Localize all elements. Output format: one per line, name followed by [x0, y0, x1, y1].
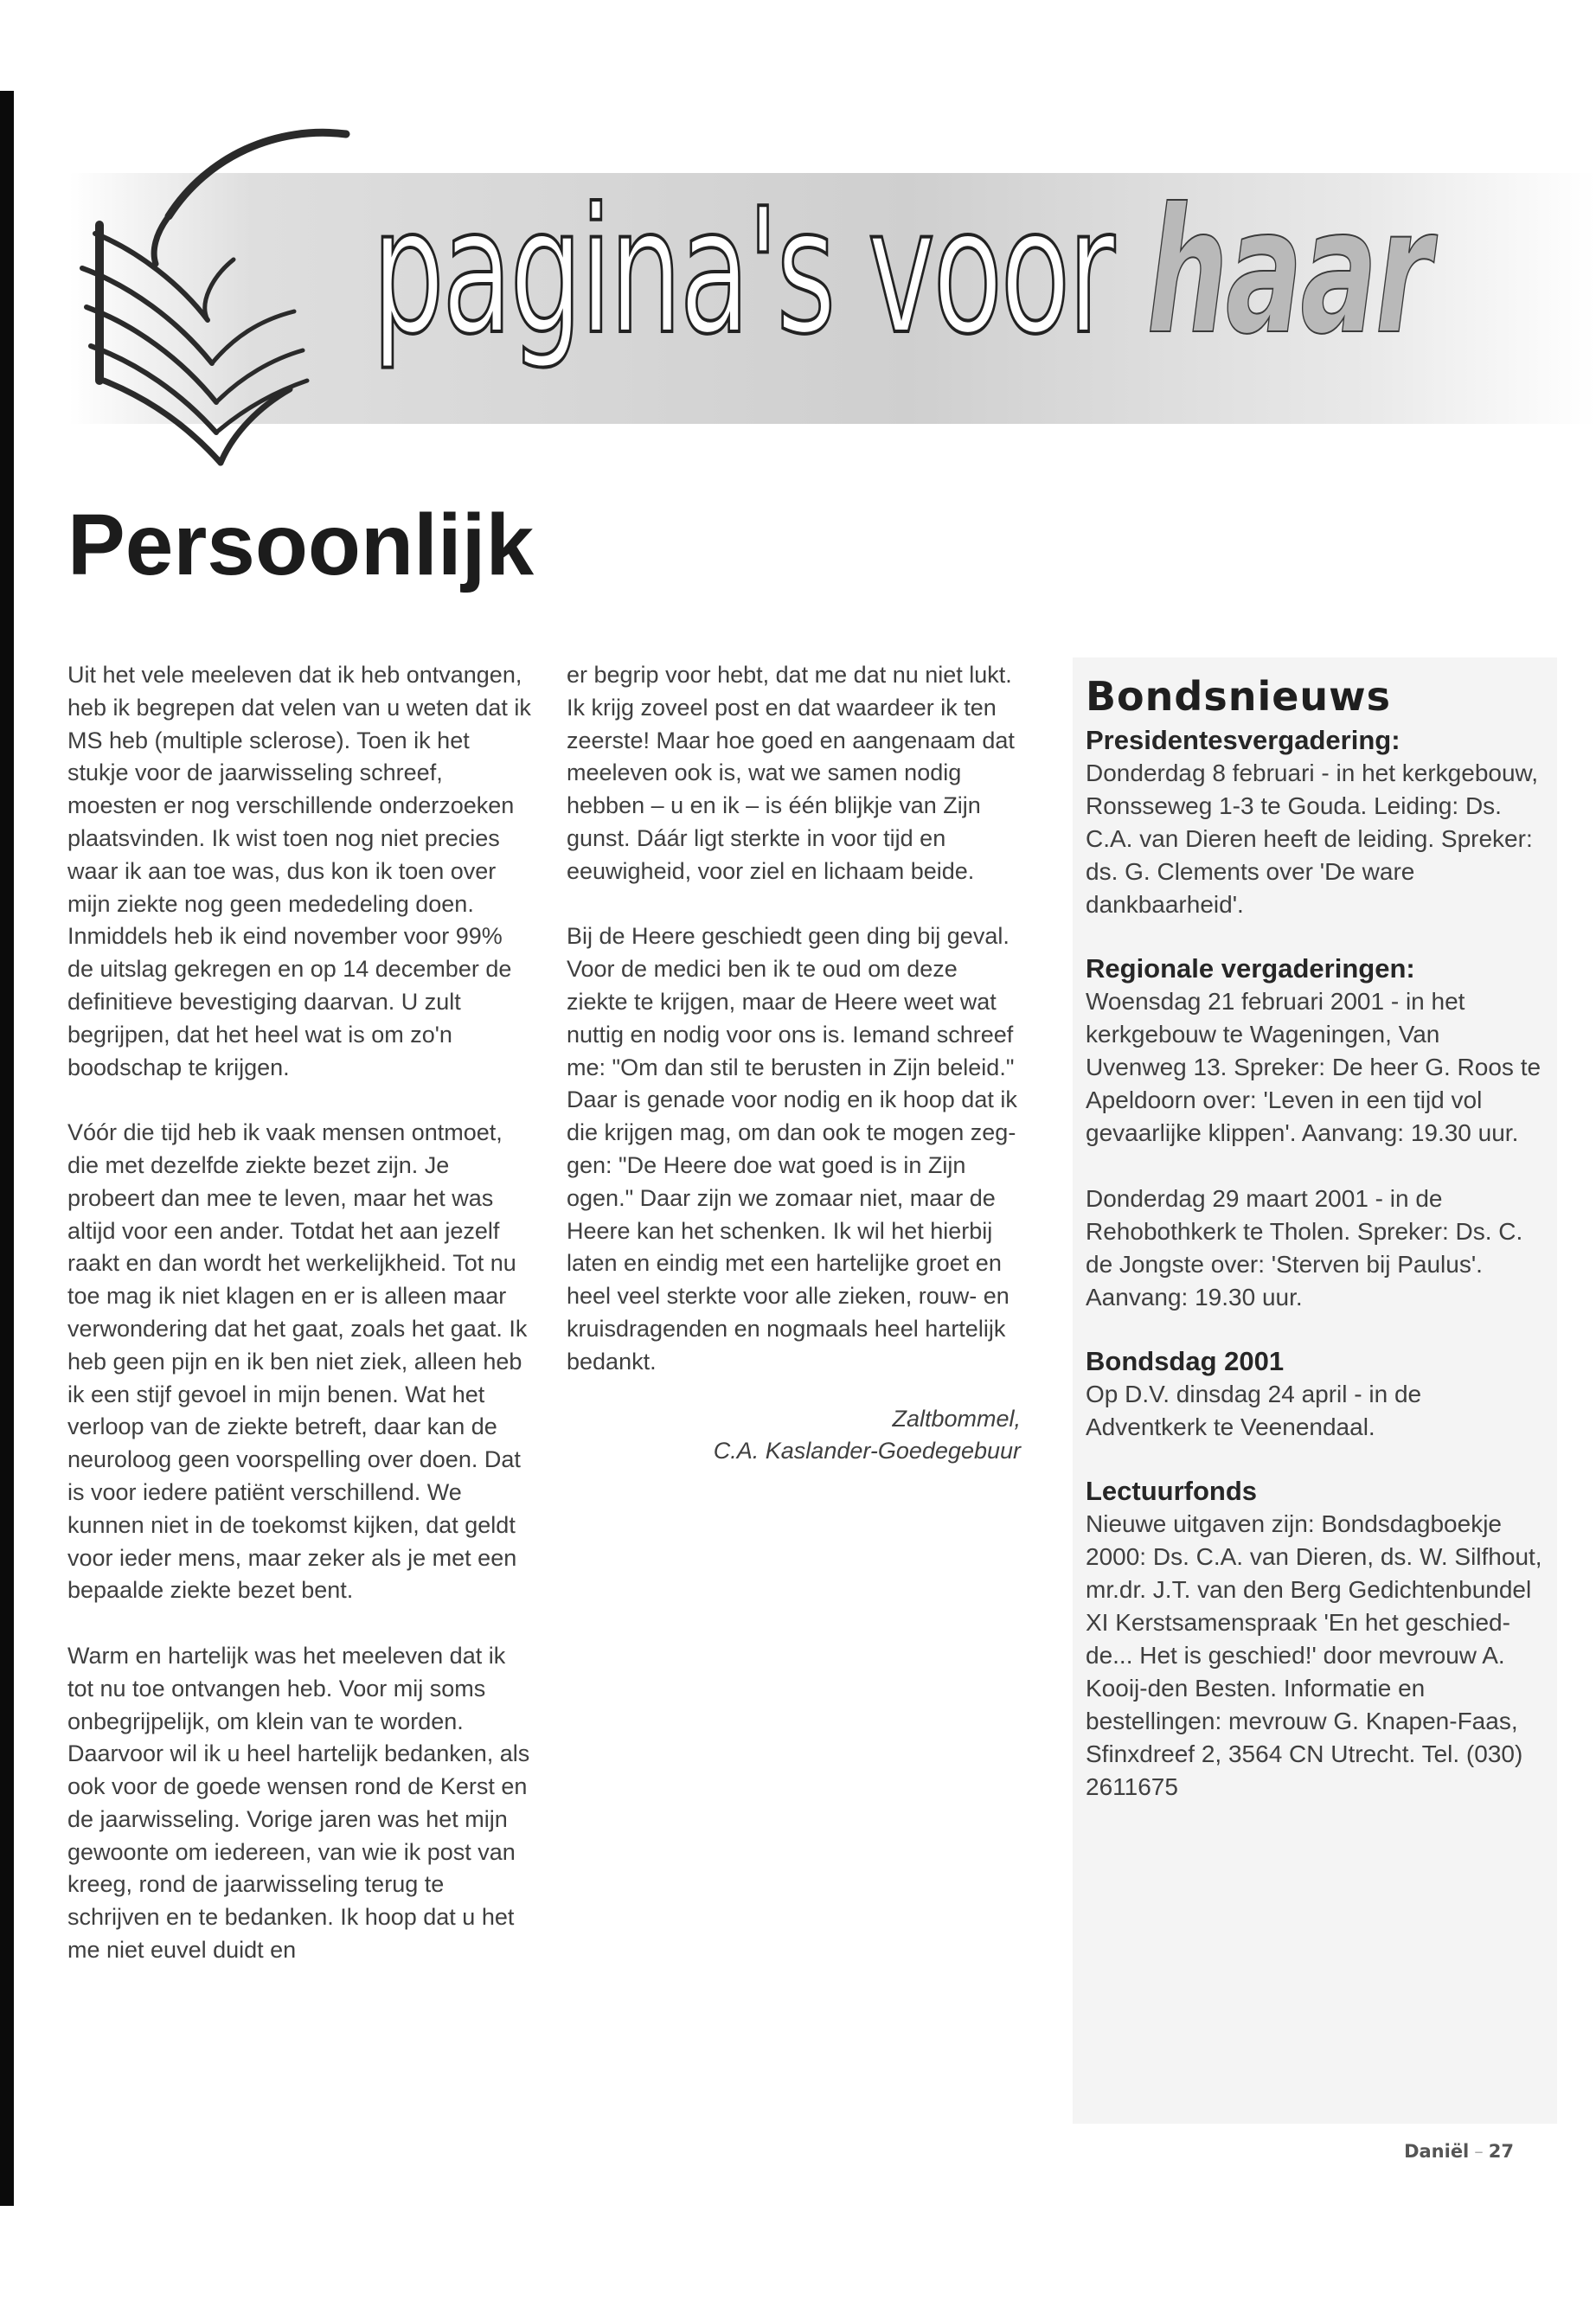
- header-title-bold: haar: [1146, 171, 1430, 373]
- sidebar-section-body: Donderdag 8 februari - in het kerkgebouw, Ronsseweg 1-3 te Gouda. Leiding: Ds. C.A. van Dieren heeft de leiding. Spreker: ds. G. Clements over 'De ware dankbaarheid'.: [1086, 760, 1538, 919]
- footer-page-number: 27: [1488, 2141, 1514, 2162]
- footer-publication: Daniël: [1404, 2141, 1470, 2162]
- signature-name: C.A. Kaslander-Goedegebuur: [713, 1438, 1021, 1465]
- article-signature: [567, 1403, 1021, 1469]
- sidebar-section-heading: Regionale vergaderingen:: [1086, 953, 1415, 984]
- signature-place: Zaltbommel,: [892, 1405, 1021, 1432]
- article-paragraph: Bij de Heere geschiedt geen ding bij geval. Voor de medici ben ik te oud om deze ziekte te krijgen, maar de Heere weet wat nuttig en nodig voor ons is. Iemand schreef me: "Om dan stil te berusten in Zijn beleid." Daar is genade voor nodig en ik hoop dat ik die krijgen mag, om dan ook te mogen zeggen: "De Heere doe wat goed is in Zijn ogen." Daar zijn we zomaar niet, maar de Heere kan het schenken. Ik wil het hierbij laten en eindig met een hartelijke groet en heel veel sterkte voor alle zieken, rouw- en kruisdragenden en nogmaals heel hartelijk bedankt.: [567, 923, 1017, 1375]
- sidebar-section-heading: Presidentesvergadering:: [1086, 725, 1401, 756]
- sidebar-title: Bondsnieuws: [1086, 673, 1392, 720]
- header-title: [372, 171, 1430, 373]
- article-column-2: [567, 659, 1021, 1468]
- sidebar-section-body: Op D.V. dinsdag 24 april - in de Adventkerk te Veenendaal.: [1086, 1381, 1422, 1441]
- sidebar-section-body: Nieuwe uitgaven zijn: Bondsdagboekje 2000: Ds. C.A. van Dieren, ds. W. Silfhout, mr.dr. J.T. van den Berg Gedichtenbundel XI Kerstsamenspraak 'En het geschiedde... Het is geschied!' door mevrouw A. Kooij-den Besten. Informatie en bestellingen: mevrouw G. Knapen-Faas, Sfinxdreef 2, 3564 CN Utrecht. Tel. (030) 2611675: [1086, 1510, 1542, 1801]
- header-title-main: pagina's voor: [372, 171, 1113, 373]
- article-paragraph: er begrip voor hebt, dat me dat nu niet lukt. Ik krijg zoveel post en dat waardeer ik ten zeerste! Maar hoe goed en aangenaam dat meeleven ook is, wat we samen nodig hebben – u en ik – is één blijkje van Zijn gunst. Dáár ligt sterkte in voor tijd en eeuwigheid, voor ziel en lichaam beide.: [567, 662, 1015, 884]
- page-footer: [1404, 2141, 1514, 2162]
- sidebar-section-lectuurfonds: [1086, 1475, 1544, 1804]
- sidebar-section-body: Woensdag 21 februari 2001 - in het kerkgebouw te Wageningen, Van Uvenweg 13. Spreker: De heer G. Roos te Apeldoorn over: 'Leven in een tijd vol gevaarlijke klippen'. Aanvang: 19.30 uur.: [1086, 988, 1542, 1147]
- sidebar-section-body: Donderdag 29 maart 2001 - in de Rehobothkerk te Tholen. Spreker: Ds. C. de Jongste over: 'Sterven bij Paulus'. Aanvang: 19.30 uur.: [1086, 1185, 1523, 1311]
- article-paragraph: Uit het vele meeleven dat ik heb ontvangen, heb ik begrepen dat velen van u weten dat ik MS heb (multiple sclerose). Toen ik het stukje voor de jaarwisseling schreef, moesten er nog verschillende onderzoeken plaatsvinden. Ik wist toen nog niet precies waar ik aan toe was, dus kon ik toen over mijn ziekte nog geen mededeling doen. Inmiddels heb ik eind november voor 99% de uitslag gekregen en op 14 december de definitieve bevestiging daarvan. U zult begrijpen, dat het heel wat is om zo'n boodschap te krijgen.: [67, 662, 531, 1080]
- footer-separator: –: [1474, 2141, 1484, 2162]
- page-binding-edge: [0, 91, 14, 2206]
- sidebar-section-regionale: [1086, 952, 1544, 1314]
- article-paragraph: Warm en hartelijk was het meeleven dat ik tot nu toe ontvangen heb. Voor mij soms onbegrijpelijk, om klein van te worden. Daarvoor wil ik u heel hartelijk bedanken, als ook voor de goede wensen rond de Kerst en de jaarwisseling. Vorige jaren was het mijn gewoonte om iedereen, van wie ik post van kreeg, rond de jaarwisseling terug te schrijven en te bedanken. Ik hoop dat u het me niet euvel duidt en: [67, 1642, 530, 1964]
- page-title: Persoonlijk: [67, 497, 535, 593]
- sidebar-section-heading: Lectuurfonds: [1086, 1476, 1258, 1507]
- bondsnieuws-sidebar: [1073, 657, 1557, 2124]
- article-column-1: [67, 659, 535, 1967]
- article-paragraph: Vóór die tijd heb ik vaak mensen ontmoet, die met dezelfde ziekte bezet zijn. Je probeert dan mee te leven, maar het was altijd voor een ander. Totdat het aan jezelf raakt en dan wordt het werkelijkheid. Tot nu toe mag ik niet klagen en er is alleen maar verwondering dat het gaat, zoals het gaat. Ik heb geen pijn en ik ben niet ziek, alleen heb ik een stijf gevoel in mijn benen. Wat het verloop van de ziekte betreft, daar kan de neuroloog geen voorspelling over doen. Dat is voor iedere patiënt verschillend. We kunnen niet in de toekomst kijken, dat geldt voor ieder mens, maar zeker als je met een bepaalde ziekte bezet bent.: [67, 1119, 528, 1604]
- sidebar-section-presidentes: [1086, 724, 1544, 921]
- sidebar-section-heading: Bondsdag 2001: [1086, 1346, 1285, 1377]
- sidebar-section-bondsdag: [1086, 1345, 1544, 1444]
